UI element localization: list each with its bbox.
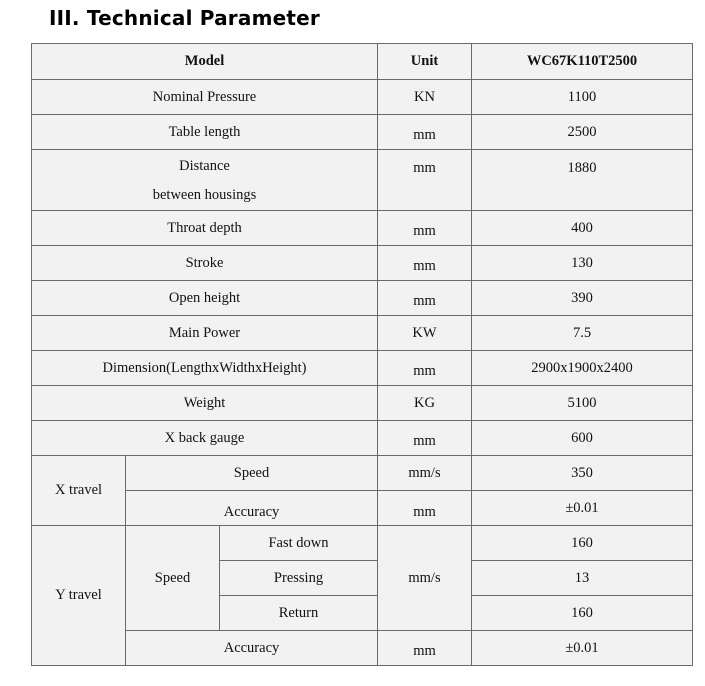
x-travel-speed-unit: mm/s bbox=[378, 456, 472, 491]
param-unit: mm bbox=[378, 281, 472, 316]
param-value: 2500 bbox=[472, 115, 693, 150]
table-row bbox=[32, 246, 693, 281]
param-name: X back gauge bbox=[32, 421, 378, 456]
param-value: 390 bbox=[472, 281, 693, 316]
param-unit: KG bbox=[378, 386, 472, 421]
y-travel-accuracy-value: ±0.01 bbox=[472, 631, 693, 666]
param-unit: KN bbox=[378, 80, 472, 115]
y-travel-label: Y travel bbox=[32, 526, 126, 666]
y-travel-speed-unit: mm/s bbox=[378, 526, 472, 631]
param-name: Weight bbox=[32, 386, 378, 421]
y-travel-pressing-value: 13 bbox=[472, 561, 693, 596]
header-model-value: WC67K110T2500 bbox=[472, 44, 693, 80]
y-travel-return-label: Return bbox=[220, 596, 378, 631]
x-travel-accuracy-unit: mm bbox=[378, 491, 472, 526]
param-name: Main Power bbox=[32, 316, 378, 351]
table-row bbox=[32, 281, 693, 316]
y-travel-return-value: 160 bbox=[472, 596, 693, 631]
param-value: 1880 bbox=[472, 150, 693, 211]
param-unit: mm bbox=[378, 211, 472, 246]
y-travel-accuracy-label: Accuracy bbox=[126, 631, 378, 666]
table-header-row bbox=[32, 44, 693, 80]
param-unit: mm bbox=[378, 421, 472, 456]
y-travel-fast-down-label: Fast down bbox=[220, 526, 378, 561]
param-unit: mm bbox=[378, 246, 472, 281]
y-travel-speed-label: Speed bbox=[126, 526, 220, 631]
param-value: 2900x1900x2400 bbox=[472, 351, 693, 386]
param-value: 5100 bbox=[472, 386, 693, 421]
x-travel-speed-value: 350 bbox=[472, 456, 693, 491]
param-name-line2: between housings bbox=[152, 187, 257, 203]
table-row bbox=[32, 211, 693, 246]
table-row bbox=[32, 421, 693, 456]
param-unit: KW bbox=[378, 316, 472, 351]
param-name: Table length bbox=[32, 115, 378, 150]
table-row bbox=[32, 115, 693, 150]
param-name: Nominal Pressure bbox=[32, 80, 378, 115]
table-row bbox=[32, 386, 693, 421]
table-row bbox=[32, 351, 693, 386]
header-unit: Unit bbox=[378, 44, 472, 80]
param-name: Throat depth bbox=[32, 211, 378, 246]
y-travel-fast-down-value: 160 bbox=[472, 526, 693, 561]
param-unit: mm bbox=[378, 115, 472, 150]
param-name-line1: Distance bbox=[179, 158, 230, 174]
x-travel-label: X travel bbox=[32, 456, 126, 526]
y-travel-fast-down-row bbox=[32, 526, 693, 561]
param-value: 600 bbox=[472, 421, 693, 456]
x-travel-accuracy-value: ±0.01 bbox=[472, 491, 693, 526]
param-name bbox=[32, 150, 378, 211]
x-travel-accuracy-label: Accuracy bbox=[126, 491, 378, 526]
param-name: Stroke bbox=[32, 246, 378, 281]
table-row bbox=[32, 316, 693, 351]
x-travel-accuracy-row bbox=[32, 491, 693, 526]
param-value: 400 bbox=[472, 211, 693, 246]
table-row bbox=[32, 80, 693, 115]
x-travel-speed-row bbox=[32, 456, 693, 491]
y-travel-accuracy-unit: mm bbox=[378, 631, 472, 666]
table-row bbox=[32, 150, 693, 211]
param-name: Open height bbox=[32, 281, 378, 316]
x-travel-speed-label: Speed bbox=[126, 456, 378, 491]
section-heading: III. Technical Parameter bbox=[49, 6, 320, 30]
technical-parameter-table bbox=[31, 43, 693, 666]
param-value: 1100 bbox=[472, 80, 693, 115]
param-unit: mm bbox=[378, 351, 472, 386]
param-value: 7.5 bbox=[472, 316, 693, 351]
param-value: 130 bbox=[472, 246, 693, 281]
param-name: Dimension(LengthxWidthxHeight) bbox=[32, 351, 378, 386]
param-unit: mm bbox=[378, 150, 472, 211]
y-travel-pressing-label: Pressing bbox=[220, 561, 378, 596]
y-travel-accuracy-row bbox=[32, 631, 693, 666]
header-model: Model bbox=[32, 44, 378, 80]
